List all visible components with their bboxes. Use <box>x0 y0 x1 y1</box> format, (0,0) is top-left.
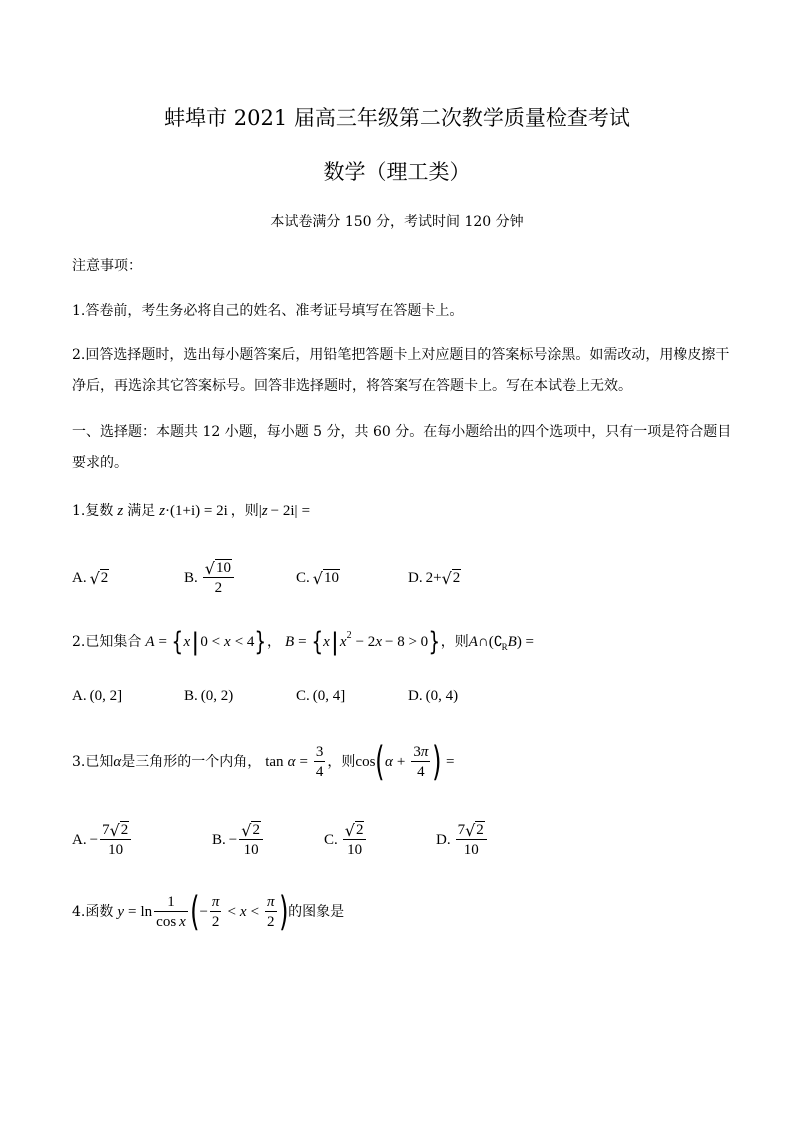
sqrt <box>465 821 485 839</box>
sqrt <box>110 821 130 839</box>
q2-set-b-x: x <box>375 633 382 650</box>
q4-right-paren: ) <box>278 889 289 935</box>
q3-option-a-fraction <box>100 821 131 859</box>
denominator: 4 <box>411 761 430 781</box>
numerator: 1 <box>167 894 175 910</box>
q3-option-a-label: A. <box>72 831 87 848</box>
note-item-1: 1.答卷前，考生务必将自己的姓名、准考证号填写在答题卡上。 <box>72 303 464 319</box>
q2-set-b-exponent: 2 <box>346 630 352 641</box>
question-2-options <box>0 671 794 721</box>
q3-option-d-label: D. <box>436 831 451 848</box>
section-heading-line-1: 一、选择题：本题共 12 小题，每小题 5 分，共 60 分。在每小题给出的四个选项中，只有一项是符合题目 <box>72 424 732 440</box>
numerator-coefficient: 7 <box>102 822 110 838</box>
q1-equation-variable: z <box>159 502 166 519</box>
q4-less-than-2: < <box>250 903 260 920</box>
q3-description: 是三角形的一个内角， <box>121 754 262 770</box>
q3-option-d-fraction <box>456 821 487 859</box>
q2-option-a <box>72 671 122 721</box>
radicand: 10 <box>323 570 339 587</box>
q2-option-a-label: A. <box>72 687 87 704</box>
numerator-pi: π <box>420 744 429 760</box>
q3-tan-equals: = <box>299 753 308 770</box>
numerator <box>239 821 263 839</box>
notes-heading: 注意事项： <box>72 258 142 274</box>
q2-set-b-middle: − 2 <box>355 633 376 650</box>
denominator: 2 <box>203 577 234 597</box>
q3-option-b-fraction <box>239 821 263 859</box>
q3-option-c-fraction <box>343 821 367 859</box>
denominator: 10 <box>100 839 131 859</box>
exam-subject: 数学（理工类） <box>323 159 471 184</box>
q2-expr-end: ) = <box>516 633 535 650</box>
numerator <box>203 559 234 577</box>
numerator: π <box>267 894 275 910</box>
q1-variable-z: z <box>117 502 124 519</box>
q1-option-c-sqrt <box>313 569 340 587</box>
q3-then-text: ，则 <box>327 754 356 770</box>
q4-lead-text: 4.函数 <box>72 904 114 920</box>
radical-sign: √ <box>465 821 476 840</box>
q3-alpha: α <box>113 753 122 770</box>
q4-function-equals: = <box>128 903 137 920</box>
q1-option-a <box>72 553 109 603</box>
radicand: 2 <box>252 822 260 839</box>
q2-complement-subscript: R <box>501 641 508 652</box>
q2-set-b-x-squared-base: x <box>339 633 347 650</box>
q1-option-b-label: B. <box>184 569 198 586</box>
q3-option-c-label: C. <box>324 831 338 848</box>
denominator: 10 <box>239 839 263 859</box>
denominator: 4 <box>314 761 326 781</box>
q1-option-c <box>296 553 340 603</box>
q1-then-text: ，则 <box>230 503 259 519</box>
q3-option-d <box>436 815 489 865</box>
sqrt <box>345 821 365 839</box>
q2-complement-symbol: ∁ <box>493 634 503 650</box>
question-4-stem <box>72 887 344 937</box>
q2-option-d-value: (0, 4) <box>425 687 459 704</box>
q3-lead-text: 3.已知 <box>72 754 114 770</box>
q2-set-b-tail: − 8 > 0 <box>384 633 429 650</box>
q2-set-a-element: x <box>183 633 191 650</box>
question-1-options <box>0 553 794 603</box>
q2-set-b-element: x <box>323 633 330 650</box>
question-1-stem <box>72 486 310 536</box>
q3-left-paren: ( <box>375 739 385 785</box>
radical-sign: √ <box>441 568 452 588</box>
q2-expr-set-b: B <box>507 633 517 650</box>
q2-option-b-label: B. <box>184 687 198 704</box>
denominator: 2 <box>210 911 222 931</box>
q4-reciprocal-fraction <box>154 893 188 931</box>
q1-abs-rest: − 2i <box>270 502 295 519</box>
q4-function-variable: y <box>117 903 125 920</box>
numerator: π <box>211 894 220 910</box>
q2-expr-intersection: ∩( <box>477 633 494 650</box>
q2-option-d-label: D. <box>408 687 423 704</box>
q3-option-b-label: B. <box>212 831 226 848</box>
numerator <box>100 821 131 839</box>
q2-set-b-equals: = <box>298 633 307 650</box>
numerator-coefficient: 3 <box>413 744 421 760</box>
q2-set-a-close-brace: } <box>254 627 267 657</box>
q2-set-a-lower: 0 < <box>200 633 221 650</box>
q2-option-a-value: (0, 2] <box>89 687 123 704</box>
q3-equals: = <box>445 753 455 770</box>
denominator <box>154 911 188 931</box>
q3-option-a-sign: − <box>89 831 99 848</box>
q1-abs-open: | <box>258 502 262 519</box>
q3-right-paren: ) <box>432 739 442 785</box>
exam-title: 蚌埠市 2021 届高三年级第二次教学质量检查考试 <box>164 105 630 130</box>
q1-equation-rest: ·(1+i) = 2i <box>165 502 228 519</box>
radicand: 2 <box>476 822 484 839</box>
q2-option-b-value: (0, 2) <box>200 687 234 704</box>
q2-separator: ， <box>266 634 281 650</box>
denominator-cos: cos <box>156 914 177 930</box>
q2-set-b-open-brace: { <box>311 627 323 657</box>
radical-sign: √ <box>241 820 252 840</box>
q1-option-d-prefix: 2+ <box>425 569 442 586</box>
q2-set-a-bar: | <box>191 628 200 656</box>
q1-option-c-label: C. <box>296 569 310 586</box>
radical-sign: √ <box>109 821 120 840</box>
numerator: 3 <box>315 744 324 760</box>
q3-arg-fraction <box>411 743 430 781</box>
q1-lead-text: 1.复数 <box>72 503 114 519</box>
radical-sign: √ <box>89 568 100 588</box>
note-item-2-line-2: 净后，再选涂其它答案标号。回答非选择题时，将答案写在答题卡上。写在本试卷上无效。 <box>72 378 632 394</box>
q1-option-d <box>408 553 461 603</box>
sqrt <box>241 821 261 839</box>
q2-expr-set-a: A <box>468 633 478 650</box>
note-item-2-line-1: 2.回答选择题时，选出每小题答案后，用铅笔把答题卡上对应题目的答案标号涂黑。如需改动，用橡皮擦干 <box>72 347 730 363</box>
q4-left-paren: ( <box>189 889 200 935</box>
numerator <box>343 821 367 839</box>
q1-option-d-label: D. <box>408 569 423 586</box>
q3-option-b-sign: − <box>228 831 238 848</box>
q2-set-b-name: B <box>284 633 295 650</box>
radicand: 2 <box>355 822 364 839</box>
radical-sign: √ <box>344 820 355 840</box>
denominator: 10 <box>343 839 367 859</box>
q3-tan-value-fraction <box>314 743 326 781</box>
numerator-coefficient: 7 <box>457 822 466 838</box>
q3-tan-argument: α <box>287 753 296 770</box>
q3-option-b <box>212 815 265 865</box>
q2-option-b <box>184 671 233 721</box>
radical-sign: √ <box>204 558 215 578</box>
q2-set-a-upper: < 4 <box>234 633 255 650</box>
q3-cos-function: cos <box>355 753 376 770</box>
q3-arg-plus: + <box>396 753 406 770</box>
q1-option-b <box>184 553 236 603</box>
q2-set-a-equals: = <box>158 633 167 650</box>
q2-then-text: ，则 <box>440 634 469 650</box>
q1-option-b-fraction <box>203 559 234 597</box>
question-2-stem <box>72 617 534 667</box>
q2-option-c-value: (0, 4] <box>312 687 346 704</box>
q4-tail-text: 的图象是 <box>288 904 345 920</box>
numerator <box>411 743 430 761</box>
q2-set-a-name: A <box>145 633 155 650</box>
q2-set-b-bar: | <box>330 628 339 656</box>
section-heading-line-2: 要求的。 <box>72 455 128 471</box>
numerator <box>456 821 487 839</box>
radical-sign: √ <box>312 568 323 588</box>
q4-negative-sign: − <box>199 903 208 920</box>
radicand: 2 <box>120 822 129 839</box>
q4-ln: ln <box>140 903 153 920</box>
radicand: 2 <box>100 570 109 587</box>
q2-option-c-label: C. <box>296 687 310 704</box>
radicand: 10 <box>215 560 231 577</box>
q4-less-than-1: < <box>227 903 236 920</box>
q1-abs-variable: z <box>261 502 268 519</box>
q3-option-c <box>324 815 368 865</box>
sqrt <box>205 559 232 577</box>
q2-set-a-open-brace: { <box>171 627 184 657</box>
denominator-x: x <box>179 914 186 930</box>
q1-equals: = <box>301 502 311 519</box>
q1-option-a-label: A. <box>72 569 87 586</box>
q1-abs-close: | <box>294 502 298 519</box>
q4-lower-bound-fraction <box>210 893 222 931</box>
q1-option-d-sqrt <box>442 569 462 587</box>
q3-arg-alpha: α <box>385 753 393 770</box>
q4-upper-bound-fraction <box>265 893 277 931</box>
denominator: 10 <box>456 839 487 859</box>
radicand: 2 <box>452 570 461 587</box>
exam-info: 本试卷满分 150 分，考试时间 120 分钟 <box>270 214 524 230</box>
q3-option-a <box>72 815 133 865</box>
q2-option-d <box>408 671 458 721</box>
q2-option-c <box>296 671 345 721</box>
q3-tan-function: tan <box>265 753 284 770</box>
denominator: 2 <box>265 911 277 931</box>
question-3-stem <box>72 737 454 787</box>
q4-variable-x: x <box>239 903 247 920</box>
q1-condition-text: 满足 <box>127 503 156 519</box>
question-3-options <box>0 815 794 865</box>
q2-set-a-x: x <box>224 633 231 650</box>
q2-lead-text: 2.已知集合 <box>72 634 142 650</box>
q1-option-a-sqrt <box>90 569 110 587</box>
q2-set-b-close-brace: } <box>428 627 441 657</box>
